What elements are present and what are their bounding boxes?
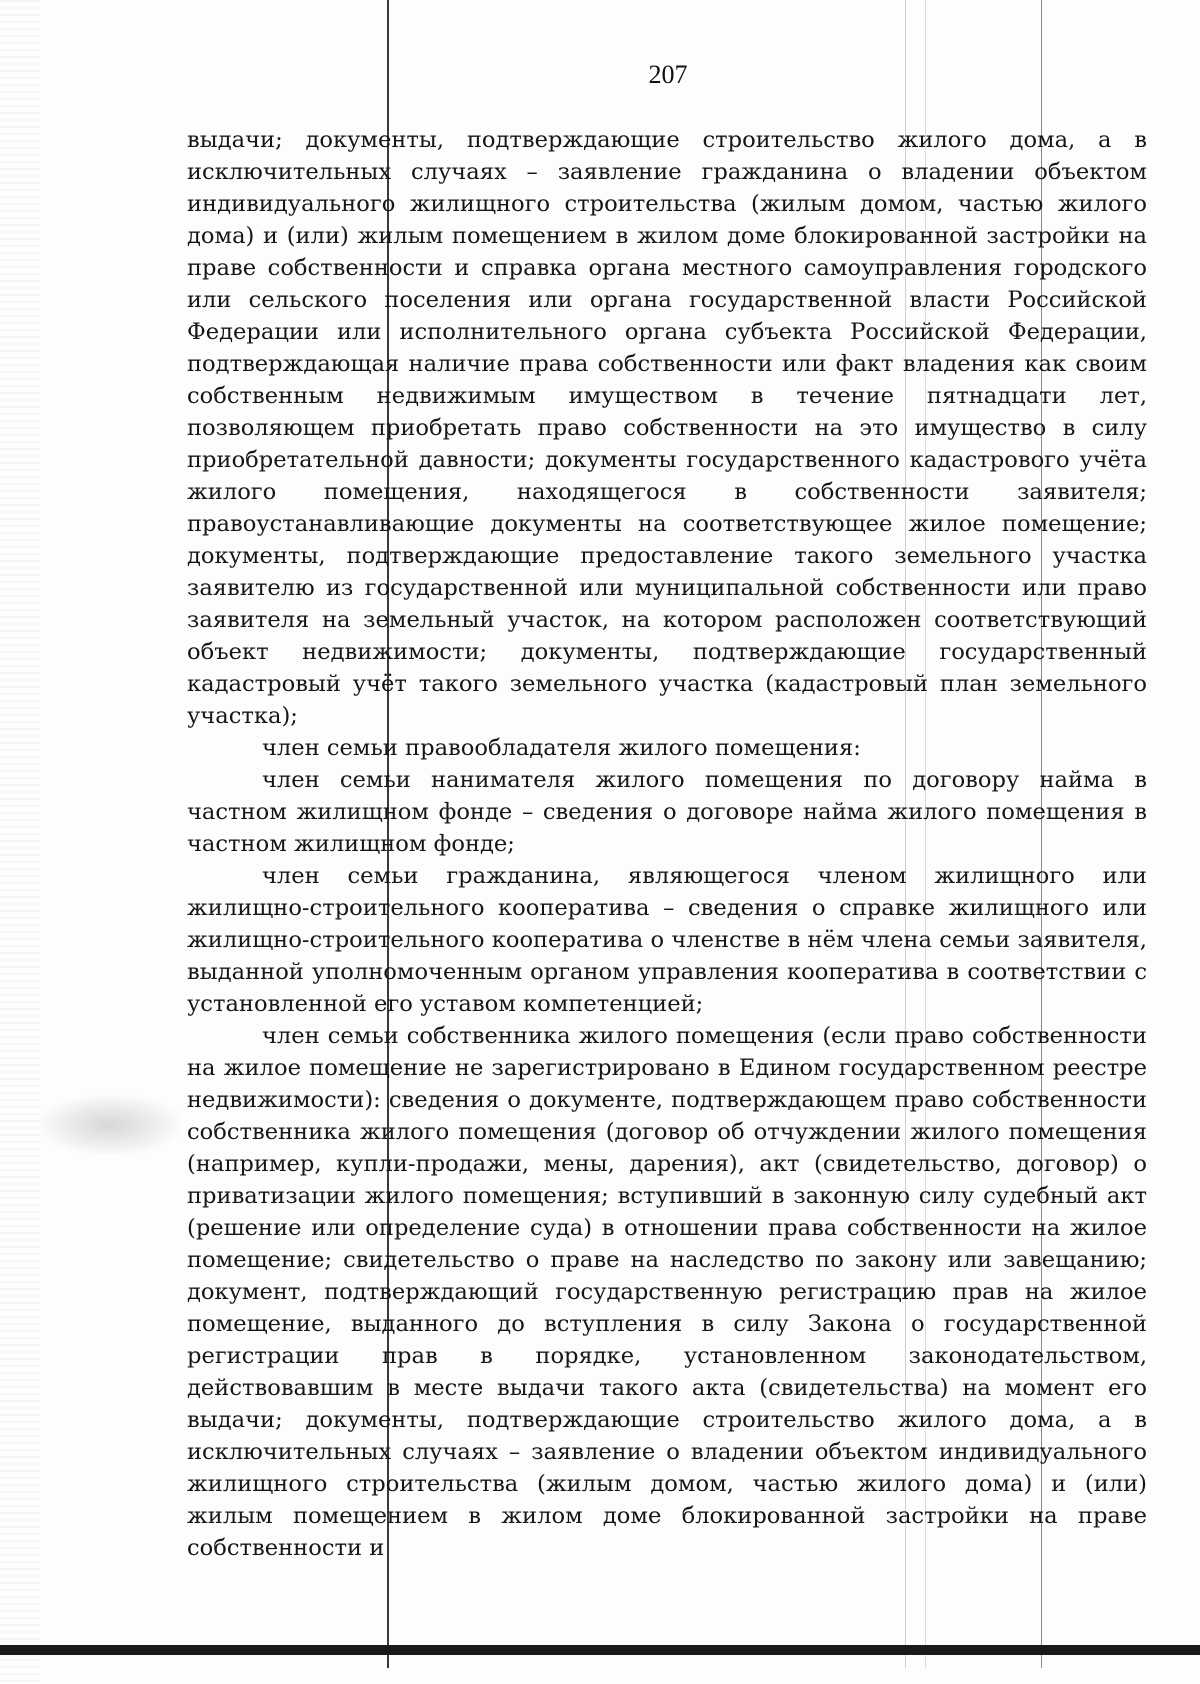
scan-smudge (40, 1095, 180, 1155)
paragraph: член семьи нанимателя жилого помещения по договору найма в частном жилищном фонде – сведения о договоре найма жилого помещения в частном жилищном фонде; (187, 767, 1147, 857)
scan-bottom-edge (0, 1645, 1200, 1655)
paragraph: член семьи гражданина, являющегося членом жилищного или жилищно-строительного кооператива – сведения о справке жилищного или жилищно-строительного кооператива о членстве в нём члена семьи заявителя, выданной уполномоченным органом управления кооператива в соответствии с установленной его уставом компетенцией; (187, 863, 1147, 1017)
paragraph: выдачи; документы, подтверждающие строительство жилого дома, а в исключительных случаях – заявление гражданина о владении объектом индивидуального жилищного строительства (жилым домом, частью жилого дома) и (или) жилым помещением в жилом доме блокированной застройки на праве собственности и справка органа местного самоуправления городского или сельского поселения или органа государственной власти Российской Федерации или исполнительного органа субъекта Российской Федерации, подтверждающая наличие права собственности или факт владения как своим собственным недвижимым имуществом в течение пятнадцати лет, позволяющем приобретать право собственности на это имущество в силу приобретательной давности; документы государственного кадастрового учёта жилого помещения, находящегося в собственности заявителя; правоустанавливающие документы на соответствующее жилое помещение; документы, подтверждающие предоставление такого земельного участка заявителю из государственной или муниципальной собственности или право заявителя на земельный участок, на котором расположен соответствующий объект недвижимости; документы, подтверждающие государственный кадастровый учёт такого земельного участка (кадастровый план земельного участка); (187, 127, 1147, 729)
paragraph: член семьи правообладателя жилого помещения: (262, 735, 861, 761)
document-body (187, 124, 1147, 1564)
paragraph: член семьи собственника жилого помещения (если право собственности на жилое помещение не зарегистрировано в Едином государственном реестре недвижимости): сведения о документе, подтверждающем право собственности собственника жилого помещения (договор об отчуждении жилого помещения (например, купли-продажи, мены, дарения), акт (свидетельство, договор) о приватизации жилого помещения; вступивший в законную силу судебный акт (решение или определение суда) в отношении права собственности на жилое помещение; свидетельство о праве на наследство по закону или завещанию; документ, подтверждающий государственную регистрацию прав на жилое помещение, выданного до вступления в силу Закона о государственной регистрации прав в порядке, установленном законодательством, действовавшим в месте выдачи такого акта (свидетельства) на момент его выдачи; документы, подтверждающие строительство жилого дома, а в исключительных случаях – заявление о владении объектом индивидуального жилищного строительства (жилым домом, частью жилого дома) и (или) жилым помещением в жилом доме блокированной застройки на праве собственности и (187, 1023, 1147, 1561)
scan-edge-noise (0, 0, 40, 1684)
page-number: 207 (648, 60, 688, 89)
